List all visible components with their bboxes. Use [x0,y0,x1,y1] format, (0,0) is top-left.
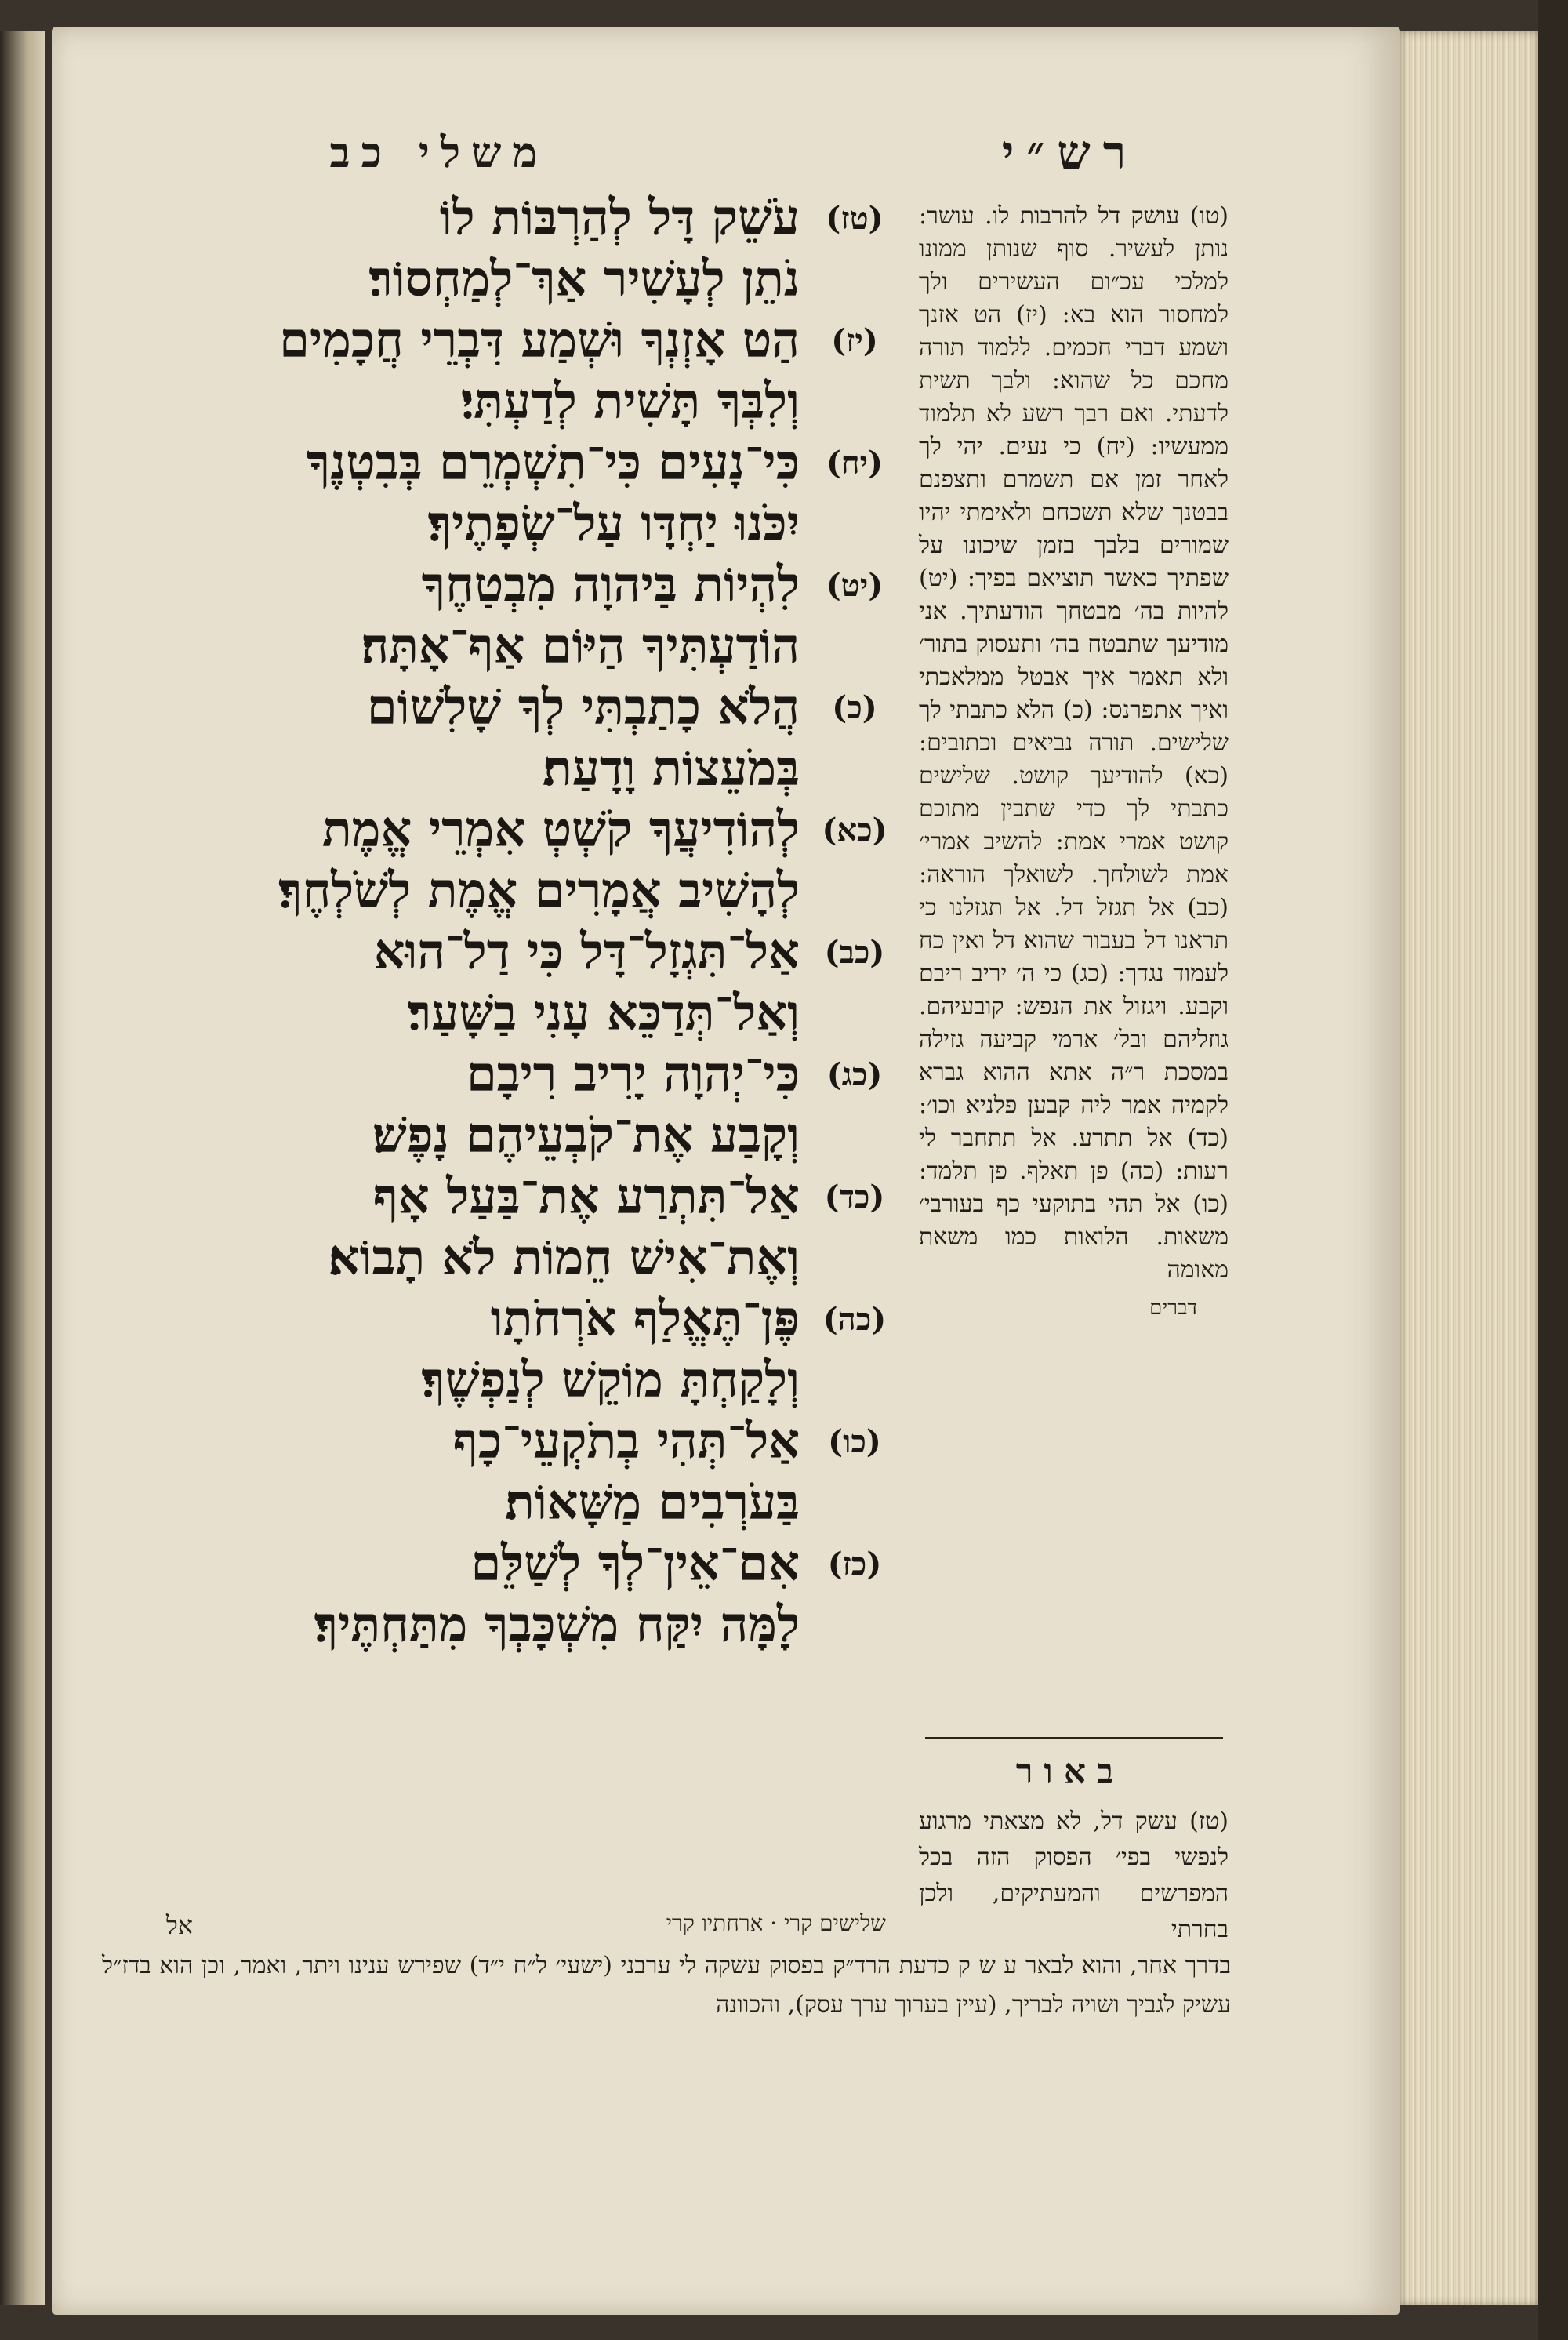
verse-line [86,983,909,1043]
section-divider [925,1737,1223,1739]
verse-line [86,1534,909,1593]
verse-text: בְּמֹעֵצוֹת וָדָעַת׃ [542,739,800,797]
verse-number: (כא) [822,811,887,848]
page-stack-edge [1400,31,1538,2305]
verse-line [86,922,909,982]
verse-number: (יט) [826,566,884,604]
verse-line [86,249,909,309]
verse-line [86,1289,909,1349]
verse-text: הוֹדַעְתִּיךָ הַיּוֹם אַף־אָתָּה׃ [361,617,800,674]
verse-number: (יז) [831,322,878,359]
verse-line [86,1412,909,1471]
verse-number: (כג) [826,1056,883,1093]
verse-text: כִּי־יְהוָה יָרִיב רִיבָם [466,1045,800,1103]
verse-number: (טז) [826,199,884,237]
verse-text: הַט אָזְנְךָ וּשְׁמַע דִּבְרֵי חֲכָמִים [279,311,800,369]
verse-line [86,1228,909,1288]
verse-text: לְהָשִׁיב אֲמָרִים אֱמֶת לְשֹׁלְחֶךָ׃ [278,862,800,919]
verse-number: (יח) [826,444,883,481]
verse-text: יִכֹּנוּ יַחְדָּו עַל־שְׂפָתֶיךָ׃ [427,495,800,552]
verse-line [86,1595,909,1655]
beur-commentary: (טז) עשק דל, לא מצאתי מרגוע לנפשי בפי׳ הפסוק הזה בכל המפרשים והמעתיקים, ולכן בחרתי [919,1808,1229,1943]
verse-number: (כו) [828,1423,881,1460]
beur-heading: באור [1015,1752,1125,1792]
verse-text: וְלָקַחְתָּ מוֹקֵשׁ לְנַפְשֶׁךָ׃ [421,1351,800,1408]
verse-line [86,372,909,431]
verse-text: אִם־אֵין־לְךָ לְשַׁלֵּם [470,1535,800,1592]
verse-line [86,433,909,492]
rashi-text: (טו) עושק דל להרבות לו. עושר: נותן לעשיר. סוף שנותן ממונו למלכי עכ״ום העשירים ולך למחסור הוא בא: (יז) הט אזנך ושמע דברי חכמים. ללמוד תורה מחכם כל שהוא: ולבך תשית לדעתי. ואם רבך רשע לא תלמוד ממעשיו: (יח) כי נעים. יהי לך לאחר זמן אם תשמרם ותצפנם בבטנך שלא תשכחם ולאימתי יהיו שמורים בלבך בזמן שיכונו על שפתיך כאשר תוציאם בפיך: (יט) להיות בה׳ מבטחך הודעתיך. אני מודיעך שתבטח בה׳ ותעסוק בתור׳ ולא תאמר איך אבטל ממלאכתי ואיך אתפרנס: (כ) הלא כתבתי לך שלישים. תורה נביאים וכתובים: (כא) להודיעך קושט. שלישים כתבתי לך כדי שתבין מתוכם קושט אמרי אמת: להשיב אמרי׳ אמת לשולחך. לשואלך הוראה: (כב) אל תגזל דל. אל תגזלנו כי תראנו דל בעבור שהוא דל ואין כח לעמוד נגדך: (כג) כי ה׳ יריב ריבם וקבע. ויגזול את הנפש: קובעיהם. גוזליהם ובל׳ ארמי קביעה גזילה במסכת ר״ה אתא ההוא גברא לקמיה אמר ליה קבען פלניא וכו׳: (כד) אל תתרע. אל תתחבר לי רעות: (כה) פן תאלף. פן תלמד: (כו) אל תהי בתוקעי כף בעורבי׳ משאות. הלואות כמו משאת מאומה [919,202,1229,1284]
verse-number: (כ) [832,689,877,726]
verse-text: לְהוֹדִיעֲךָ קֹשְׁטְ אִמְרֵי אֱמֶת [321,801,800,858]
verse-text: פֶּן־תֶּאֱלַף אֹרְחֹתָו [490,1290,800,1347]
verse-line [86,1045,909,1104]
book-left-edge [0,31,45,2305]
background-right [1538,0,1568,2340]
verse-line [86,1473,909,1532]
verse-text: בַּעֹרְבִים מַשָּׁאוֹת׃ [505,1473,800,1531]
verse-line [86,311,909,370]
verse-line [86,555,909,615]
verse-number: (כב) [824,933,885,971]
verse-text: כִּי־נָעִים כִּי־תִשְׁמְרֵם בְּבִטְנֶךָ [306,434,800,491]
verse-text: אַל־תִּגְזָל־דָּל כִּי דַל־הוּא [373,923,800,980]
page-catchword: אל [165,1910,193,1940]
verse-text: לִהְיוֹת בַּיהוָה מִבְטַחֶךָ [421,556,800,613]
verse-text: אַל־תְּהִי בְתֹקְעֵי־כָף [452,1412,800,1470]
verse-line [86,678,909,737]
verse-number: (כה) [822,1300,887,1338]
verse-line [86,1106,909,1165]
verse-text: וְאַל־תְּדַכֵּא עָנִי בַשָּׁעַר׃ [407,984,800,1041]
verse-number: (כז) [827,1545,882,1582]
verse-line [86,188,909,248]
footnote-continuation: בדרך אחר, והוא לבאר ע ש ק כדעת הרד״ק בפסוק עשקה לי ערבני (ישעי׳ ל״ח י״ד) שפירש ענינו ויתר, ואמר, וכן הוא בדז״ל עשיק לגביך ושויה לבריך, (עיין בערוך ערך עסק), והכוונה [102,1952,1231,2018]
verse-text: וְקָבַע אֶת־קֹבְעֵיהֶם נָפֶשׁ׃ [372,1106,800,1164]
running-header-book: משלי כב [329,127,549,177]
rashi-commentary [919,200,1229,1324]
rashi-catchword: דברים [1149,1296,1197,1320]
qere-note: שלישים קרי · ארחתיו קרי [666,1910,886,1936]
verse-line [86,739,909,798]
verse-text: וְלִבְּךָ תָּשִׁית לְדַעְתִּי׃ [460,372,800,430]
verse-line [86,1350,909,1410]
verse-text: עֹשֵׁק דָּל לְהַרְבּוֹת לוֹ [439,189,800,246]
verse-text: נֹתֵן לְעָשִׁיר אַךְ־לְמַחְסוֹר׃ [368,250,800,307]
verse-line [86,861,909,921]
verse-line [86,494,909,554]
verse-line [86,800,909,859]
running-header-rashi: רש״י [1001,125,1139,180]
verse-number: (כד) [824,1178,885,1215]
verse-line [86,1167,909,1226]
verse-line [86,616,909,676]
verse-text: הֲלֹא כָתַבְתִּי לְךָ שָׁלִשׁוֹם [366,678,800,736]
verse-text: וְאֶת־אִישׁ חֵמוֹת לֹא תָבוֹא׃ [328,1229,800,1286]
verse-text: לָמָּה יִקַּח מִשְׁכָּבְךָ מִתַּחְתֶּיךָ׃ [314,1596,800,1653]
verse-text: אַל־תִּתְרַע אֶת־בַּעַל אָף [372,1168,800,1225]
